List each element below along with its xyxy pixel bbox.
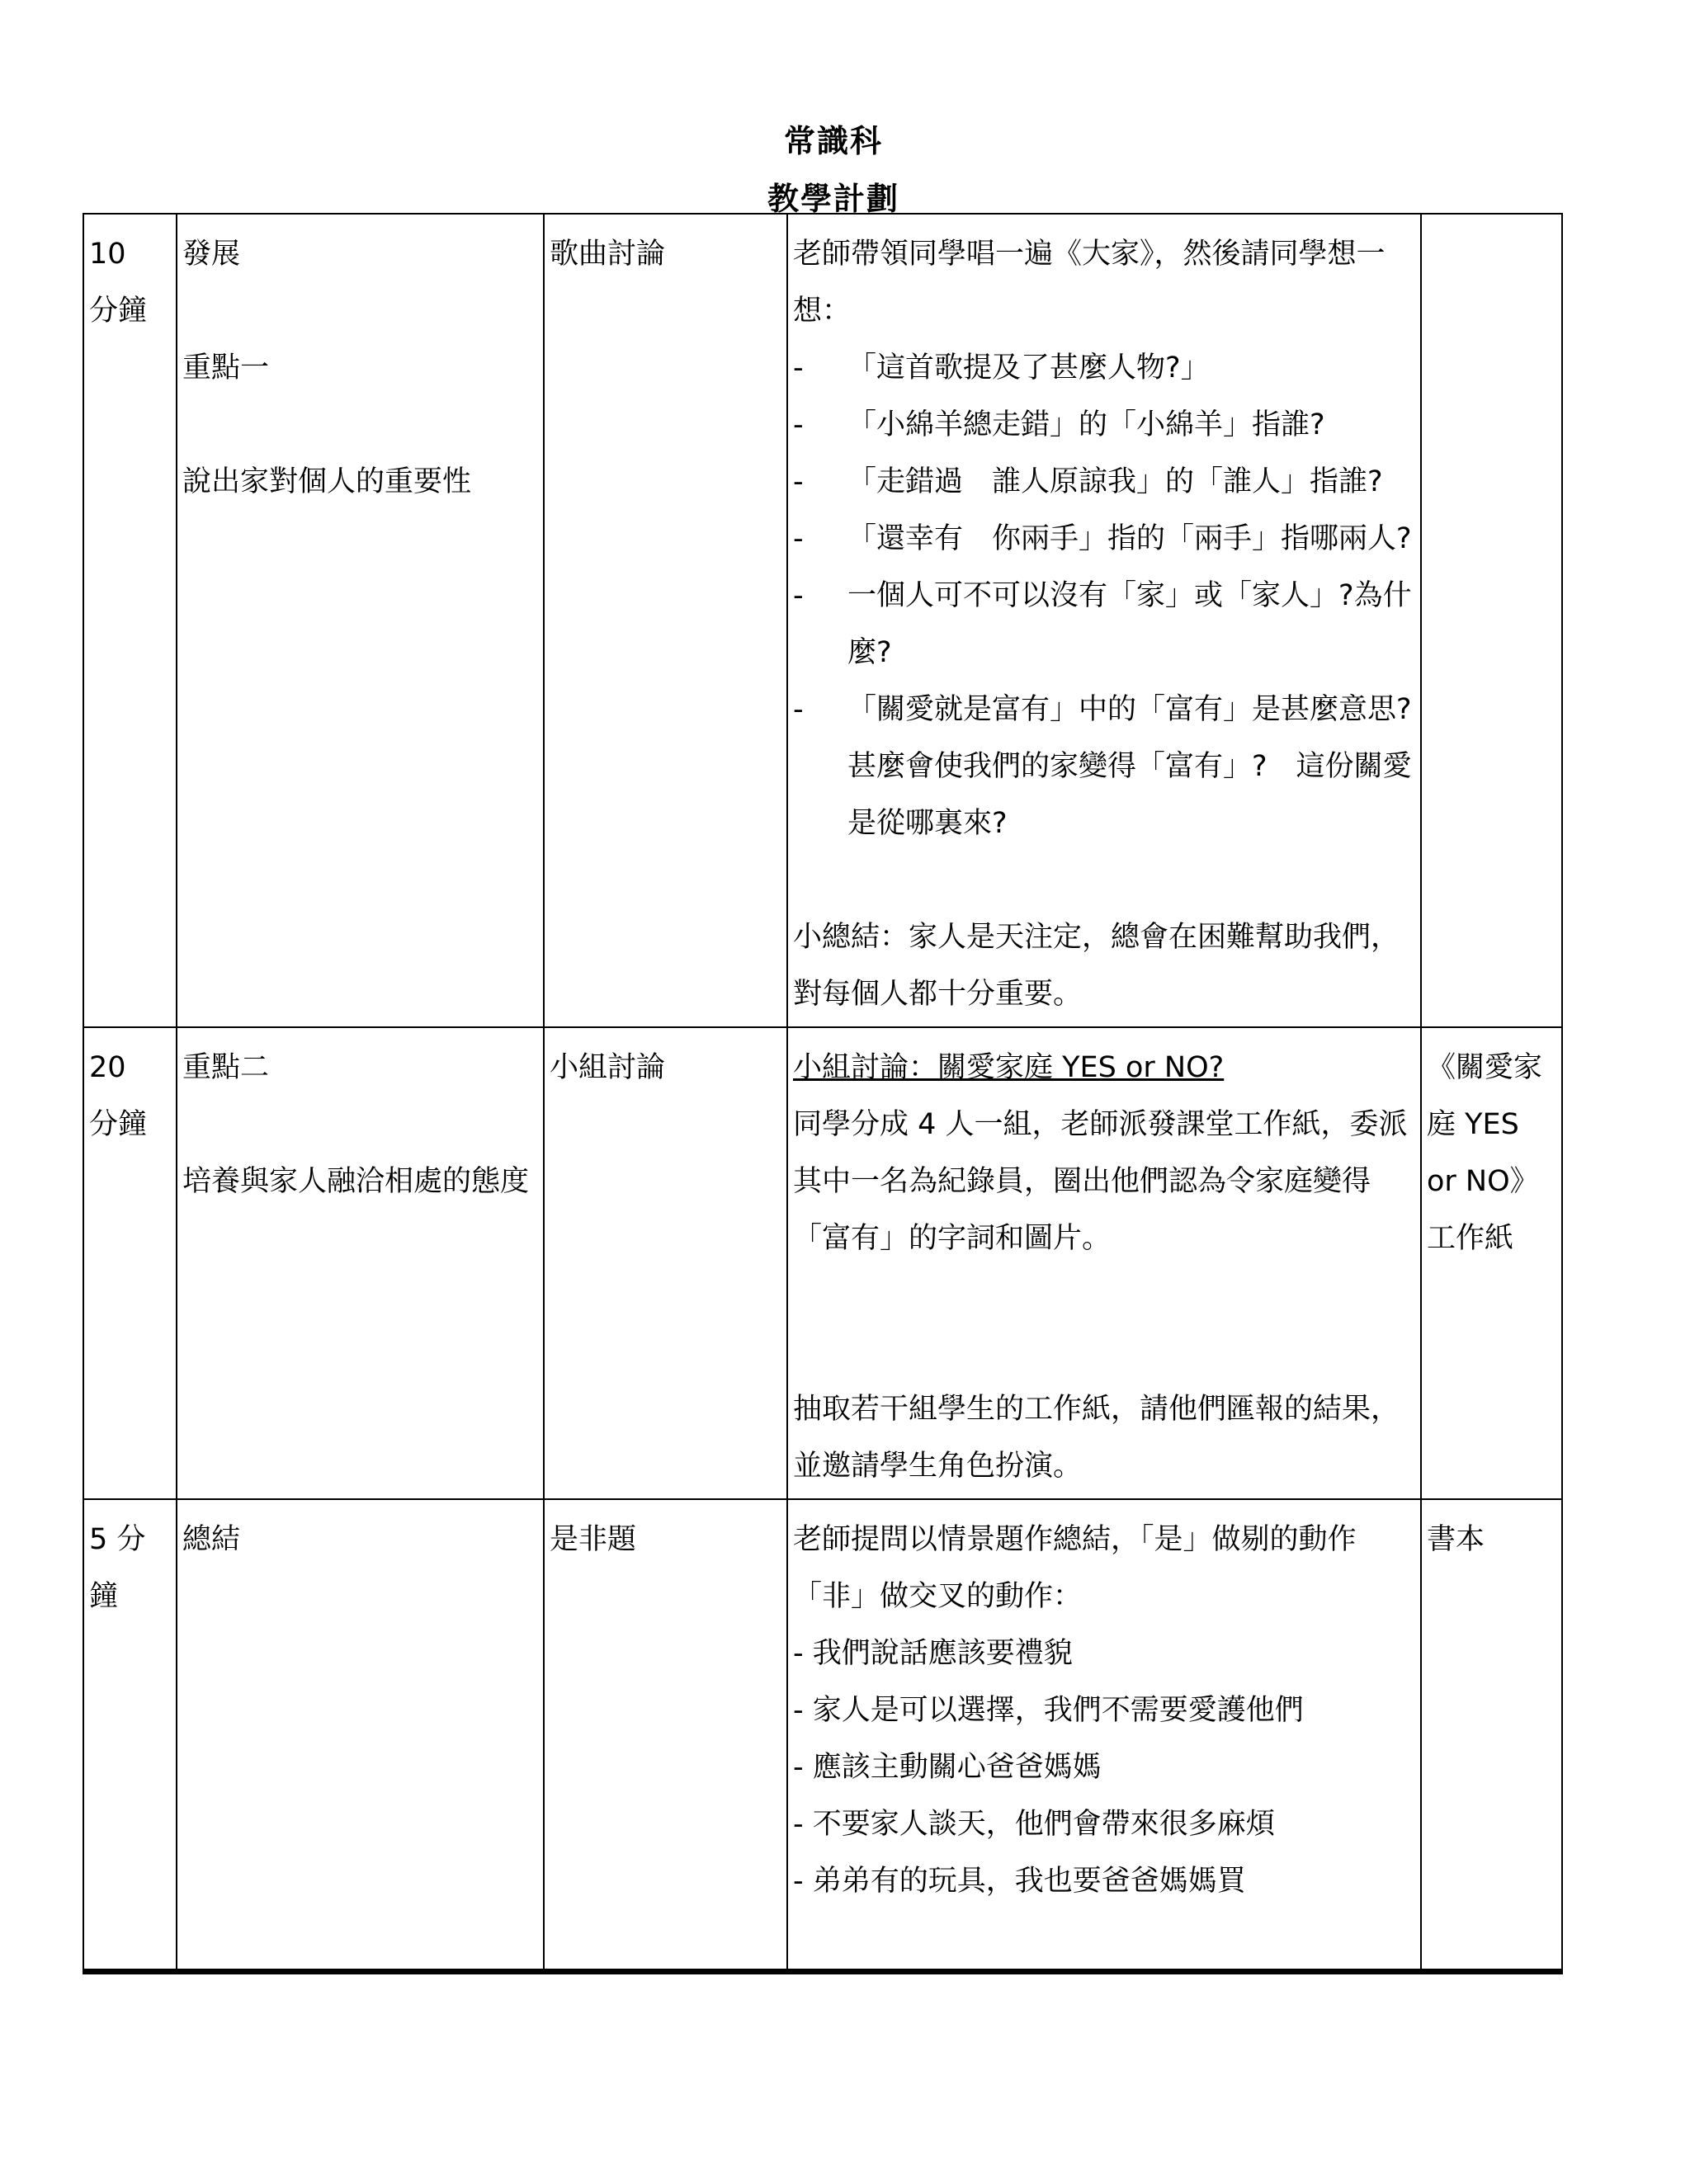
content-paragraph: 同學分成 4 人一組，老師派發課堂工作紙，委派其中一名為紀錄員，圈出他們認為令家庭變得「富有」的字詞和圖片。 — [793, 1108, 1408, 1255]
method-cell — [544, 1027, 787, 1499]
time-cell — [83, 1499, 177, 1972]
focus-cell — [177, 1499, 544, 1972]
focus-cell — [177, 214, 544, 1027]
resource-label: 書本 — [1427, 1523, 1485, 1556]
content-heading: 小組討論：關愛家庭 YES or NO? — [793, 1051, 1225, 1084]
time-cell — [83, 214, 177, 1027]
table-row — [83, 1499, 1562, 1972]
statement-item: - 不要家人談天，他們會帶來很多麻煩 — [793, 1808, 1275, 1841]
table-row — [83, 1027, 1562, 1499]
subject-heading: 常識科 — [783, 123, 883, 159]
question-item: - 「還幸有 你兩手」指的「兩手」指哪兩人? — [793, 522, 1412, 555]
resource-cell — [1421, 1027, 1562, 1499]
method-label: 小組討論 — [550, 1051, 666, 1084]
time-value: 20 — [89, 1051, 126, 1084]
focus-label: 重點一 — [182, 351, 270, 384]
question-item: - 一個人可不可以沒有「家」或「家人」?為什麼? — [793, 579, 1412, 669]
focus-cell — [177, 1027, 544, 1499]
time-unit: 分鐘 — [89, 295, 148, 328]
time-value: 10 — [89, 238, 126, 271]
stage-label: 發展 — [182, 238, 241, 271]
method-cell — [544, 214, 787, 1027]
content-summary: 小總結：家人是天注定，總會在困難幫助我們，對每個人都十分重要。 — [793, 921, 1400, 1011]
time-cell — [83, 1027, 177, 1499]
focus-label: 總結 — [182, 1523, 241, 1556]
table-row — [83, 214, 1562, 1027]
content-cell — [787, 1499, 1421, 1972]
question-item: - 「關愛就是富有」中的「富有」是甚麼意思?甚麼會使我們的家變得「富有」? 這份關愛是從哪裏來? — [793, 693, 1412, 840]
method-label: 是非題 — [550, 1523, 637, 1556]
time-unit: 分鐘 — [89, 1108, 148, 1141]
content-intro: 老師帶領同學唱一遍《大家》，然後請同學想一想： — [793, 238, 1386, 328]
content-cell — [787, 1027, 1421, 1499]
resource-cell — [1421, 214, 1562, 1027]
focus-objective: 說出家對個人的重要性 — [182, 465, 472, 498]
document-title: 教學計劃 — [767, 181, 899, 217]
question-item: - 「走錯過 誰人原諒我」的「誰人」指誰? — [793, 465, 1383, 498]
statement-item: - 家人是可以選擇，我們不需要愛護他們 — [793, 1694, 1304, 1727]
question-item: - 「小綿羊總走錯」的「小綿羊」指誰? — [793, 408, 1325, 441]
statement-item: - 應該主動關心爸爸媽媽 — [793, 1751, 1102, 1784]
resource-cell — [1421, 1499, 1562, 1972]
lesson-plan-table — [83, 213, 1563, 1974]
content-cell — [787, 214, 1421, 1027]
statement-item: - 我們說話應該要禮貌 — [793, 1637, 1073, 1670]
content-intro: 老師提問以情景題作總結，「是」做剔的動作「非」做交叉的動作： — [793, 1523, 1357, 1613]
method-label: 歌曲討論 — [550, 238, 666, 271]
method-cell — [544, 1499, 787, 1972]
question-item: - 「這首歌提及了甚麼人物?」 — [793, 351, 1210, 384]
content-paragraph: 抽取若干組學生的工作紙，請他們匯報的結果，並邀請學生角色扮演。 — [793, 1393, 1400, 1483]
focus-label: 重點二 — [182, 1051, 270, 1084]
statement-item: - 弟弟有的玩具，我也要爸爸媽媽買 — [793, 1865, 1246, 1898]
time-unit: 鐘 — [89, 1580, 119, 1613]
time-value: 5 分 — [89, 1523, 146, 1556]
focus-objective: 培養與家人融洽相處的態度 — [182, 1165, 530, 1198]
resource-label: 《關愛家庭 YES or NO》工作紙 — [1427, 1051, 1543, 1255]
